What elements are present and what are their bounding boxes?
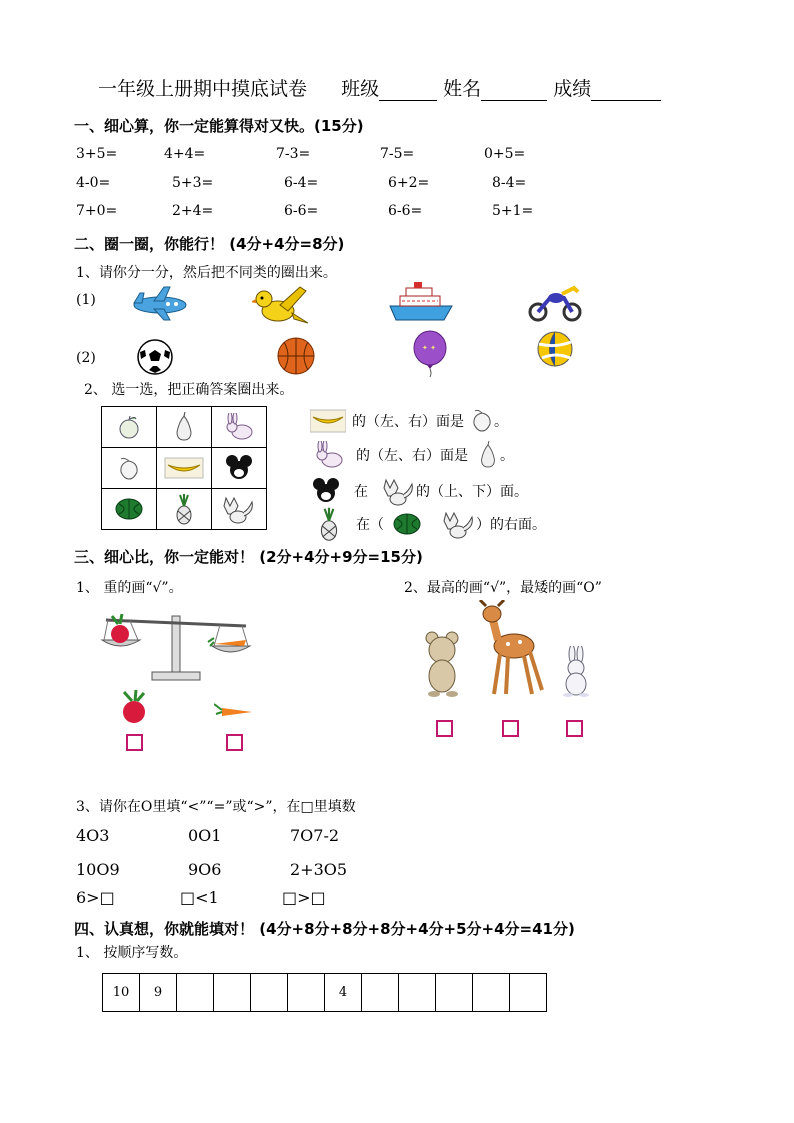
sentence-1-end: 。: [494, 414, 508, 430]
mickey-icon: [212, 454, 266, 482]
score-label: 成绩: [553, 78, 592, 100]
sentence-4-end: ）的右面。: [476, 517, 546, 533]
sequence-table: [102, 973, 547, 1012]
calc-1-4: 7-5=: [380, 146, 415, 162]
class-label: 班级: [341, 78, 380, 100]
grid-cell: [102, 489, 157, 530]
banana-icon: [157, 457, 211, 479]
pear-icon: [476, 441, 500, 469]
compare-2-1[interactable]: 10O9: [76, 860, 120, 879]
pineapple-icon: [316, 506, 342, 542]
calc-1-3: 7-3=: [276, 146, 311, 162]
sentence-3-text: 在: [354, 484, 368, 500]
rabbit-icon: [212, 413, 266, 441]
calc-3-3: 6-6=: [284, 203, 319, 219]
banana-icon: [310, 409, 346, 433]
compare-3-3[interactable]: □>□: [282, 888, 326, 907]
peach-icon: [470, 408, 494, 434]
calc-2-1: 4-0=: [76, 175, 111, 191]
balloon-icon[interactable]: [410, 330, 450, 378]
motorcycle-icon[interactable]: [528, 282, 582, 322]
bunny-icon: [556, 646, 598, 698]
section4-heading: 四、认真想，你就能填对！ (4分+8分+8分+8分+4分+5分+4分=41分): [74, 920, 575, 938]
carrot-icon: [214, 700, 254, 720]
calc-3-4: 6-6=: [388, 203, 423, 219]
grid-cell: [157, 407, 212, 448]
compare-2-2[interactable]: 9O6: [188, 860, 222, 879]
pear-icon: [157, 412, 211, 442]
compare-1-1[interactable]: 4O3: [76, 826, 110, 845]
section2-q1: 1、请你分一分，然后把不同类的圈出来。: [76, 265, 337, 281]
watermelon-icon: [392, 512, 422, 536]
exam-title: 一年级上册期中摸底试卷: [98, 78, 308, 100]
calc-1-5: 0+5=: [484, 146, 526, 162]
section3-heading: 三、细心比，你一定能对！ (2分+4分+9分=15分): [74, 548, 423, 566]
sequence-cell[interactable]: [288, 974, 325, 1012]
sentence-2-text: 的（左、右）面是: [356, 448, 468, 464]
section3-q1: 1、 重的画“√”。: [76, 580, 183, 596]
airplane-icon[interactable]: [130, 283, 190, 323]
grid-cell: [212, 407, 267, 448]
calc-1-1: 3+5=: [76, 146, 118, 162]
answer-box-bear[interactable]: [436, 720, 453, 737]
sentence-4: [316, 506, 546, 542]
grid-cell: [212, 448, 267, 489]
bird-icon[interactable]: [252, 283, 310, 329]
compare-3-1[interactable]: 6>□: [76, 888, 115, 907]
ship-icon[interactable]: [388, 280, 454, 324]
pineapple-icon: [157, 493, 211, 525]
sequence-cell[interactable]: 4: [325, 974, 362, 1012]
apple-icon: [102, 414, 156, 440]
grid-cell: [102, 448, 157, 489]
section3-q3: 3、请你在O里填“<”“=”或“>”，在□里填数: [76, 799, 356, 815]
section4-q1: 1、 按顺序写数。: [76, 945, 188, 961]
basketball-icon[interactable]: [276, 336, 316, 376]
sequence-cell[interactable]: 10: [103, 974, 140, 1012]
calc-2-4: 6+2=: [388, 175, 430, 191]
sentence-1-text: 的（左、右）面是: [352, 414, 464, 430]
picture-grid: [101, 406, 267, 530]
fox-icon: [442, 509, 476, 539]
compare-2-3[interactable]: 2+3O5: [290, 860, 348, 879]
row1-label: (1): [76, 292, 96, 308]
watermelon-icon: [102, 498, 156, 520]
calc-3-2: 2+4=: [172, 203, 214, 219]
name-blank[interactable]: [481, 82, 547, 101]
calc-2-5: 8-4=: [492, 175, 527, 191]
sequence-cell[interactable]: 9: [140, 974, 177, 1012]
rabbit-icon: [312, 441, 346, 469]
compare-1-2[interactable]: 0O1: [188, 826, 222, 845]
mickey-icon: [312, 477, 340, 505]
sentence-2-end: 。: [500, 448, 514, 464]
calc-1-2: 4+4=: [164, 146, 206, 162]
soccer-ball-icon[interactable]: [136, 338, 174, 376]
grid-cell: [102, 407, 157, 448]
svg-text:✦ ✦: ✦ ✦: [422, 344, 436, 352]
answer-box-carrot[interactable]: [226, 734, 243, 751]
calc-3-5: 5+1=: [492, 203, 534, 219]
radish-icon: [116, 688, 152, 724]
sequence-cell[interactable]: [436, 974, 473, 1012]
sequence-cell[interactable]: [362, 974, 399, 1012]
sequence-cell[interactable]: [473, 974, 510, 1012]
name-label: 姓名: [443, 78, 482, 100]
compare-3-2[interactable]: □<1: [180, 888, 219, 907]
answer-box-radish[interactable]: [126, 734, 143, 751]
compare-1-3[interactable]: 7O7-2: [290, 826, 340, 845]
deer-icon: [478, 600, 548, 698]
sentence-2: [312, 441, 514, 469]
sentence-4-text: 在（: [356, 517, 384, 533]
grid-cell: [212, 489, 267, 530]
answer-box-bunny[interactable]: [566, 720, 583, 737]
answer-box-deer[interactable]: [502, 720, 519, 737]
sequence-cell[interactable]: [510, 974, 547, 1012]
calc-2-2: 5+3=: [172, 175, 214, 191]
balance-scale-icon: [100, 606, 252, 688]
section2-q2: 2、 选一选，把正确答案圈出来。: [84, 382, 294, 398]
sentence-3: [312, 476, 528, 506]
score-blank[interactable]: [591, 82, 661, 101]
fox-icon: [382, 476, 416, 506]
section3-q2: 2、最高的画“√”，最矮的画“O”: [404, 580, 602, 596]
sequence-cell[interactable]: [177, 974, 214, 1012]
bear-icon: [418, 630, 468, 698]
grid-cell: [157, 448, 212, 489]
sequence-cell[interactable]: [214, 974, 251, 1012]
peach-icon: [102, 455, 156, 481]
sentence-1: [310, 408, 508, 434]
volleyball-icon[interactable]: [536, 330, 574, 368]
sequence-cell[interactable]: [399, 974, 436, 1012]
grid-cell: [157, 489, 212, 530]
calc-3-1: 7+0=: [76, 203, 118, 219]
exam-title-line: [98, 74, 661, 101]
fox-icon: [212, 494, 266, 524]
sequence-cell[interactable]: [251, 974, 288, 1012]
row2-label: (2): [76, 350, 96, 366]
calc-2-3: 6-4=: [284, 175, 319, 191]
sentence-3-end: 的（上、下）面。: [416, 484, 528, 500]
section1-heading: 一、细心算，你一定能算得对又快。(15分): [74, 117, 364, 135]
section2-heading: 二、圈一圈，你能行！ (4分+4分=8分): [74, 235, 345, 253]
class-blank[interactable]: [379, 82, 437, 101]
